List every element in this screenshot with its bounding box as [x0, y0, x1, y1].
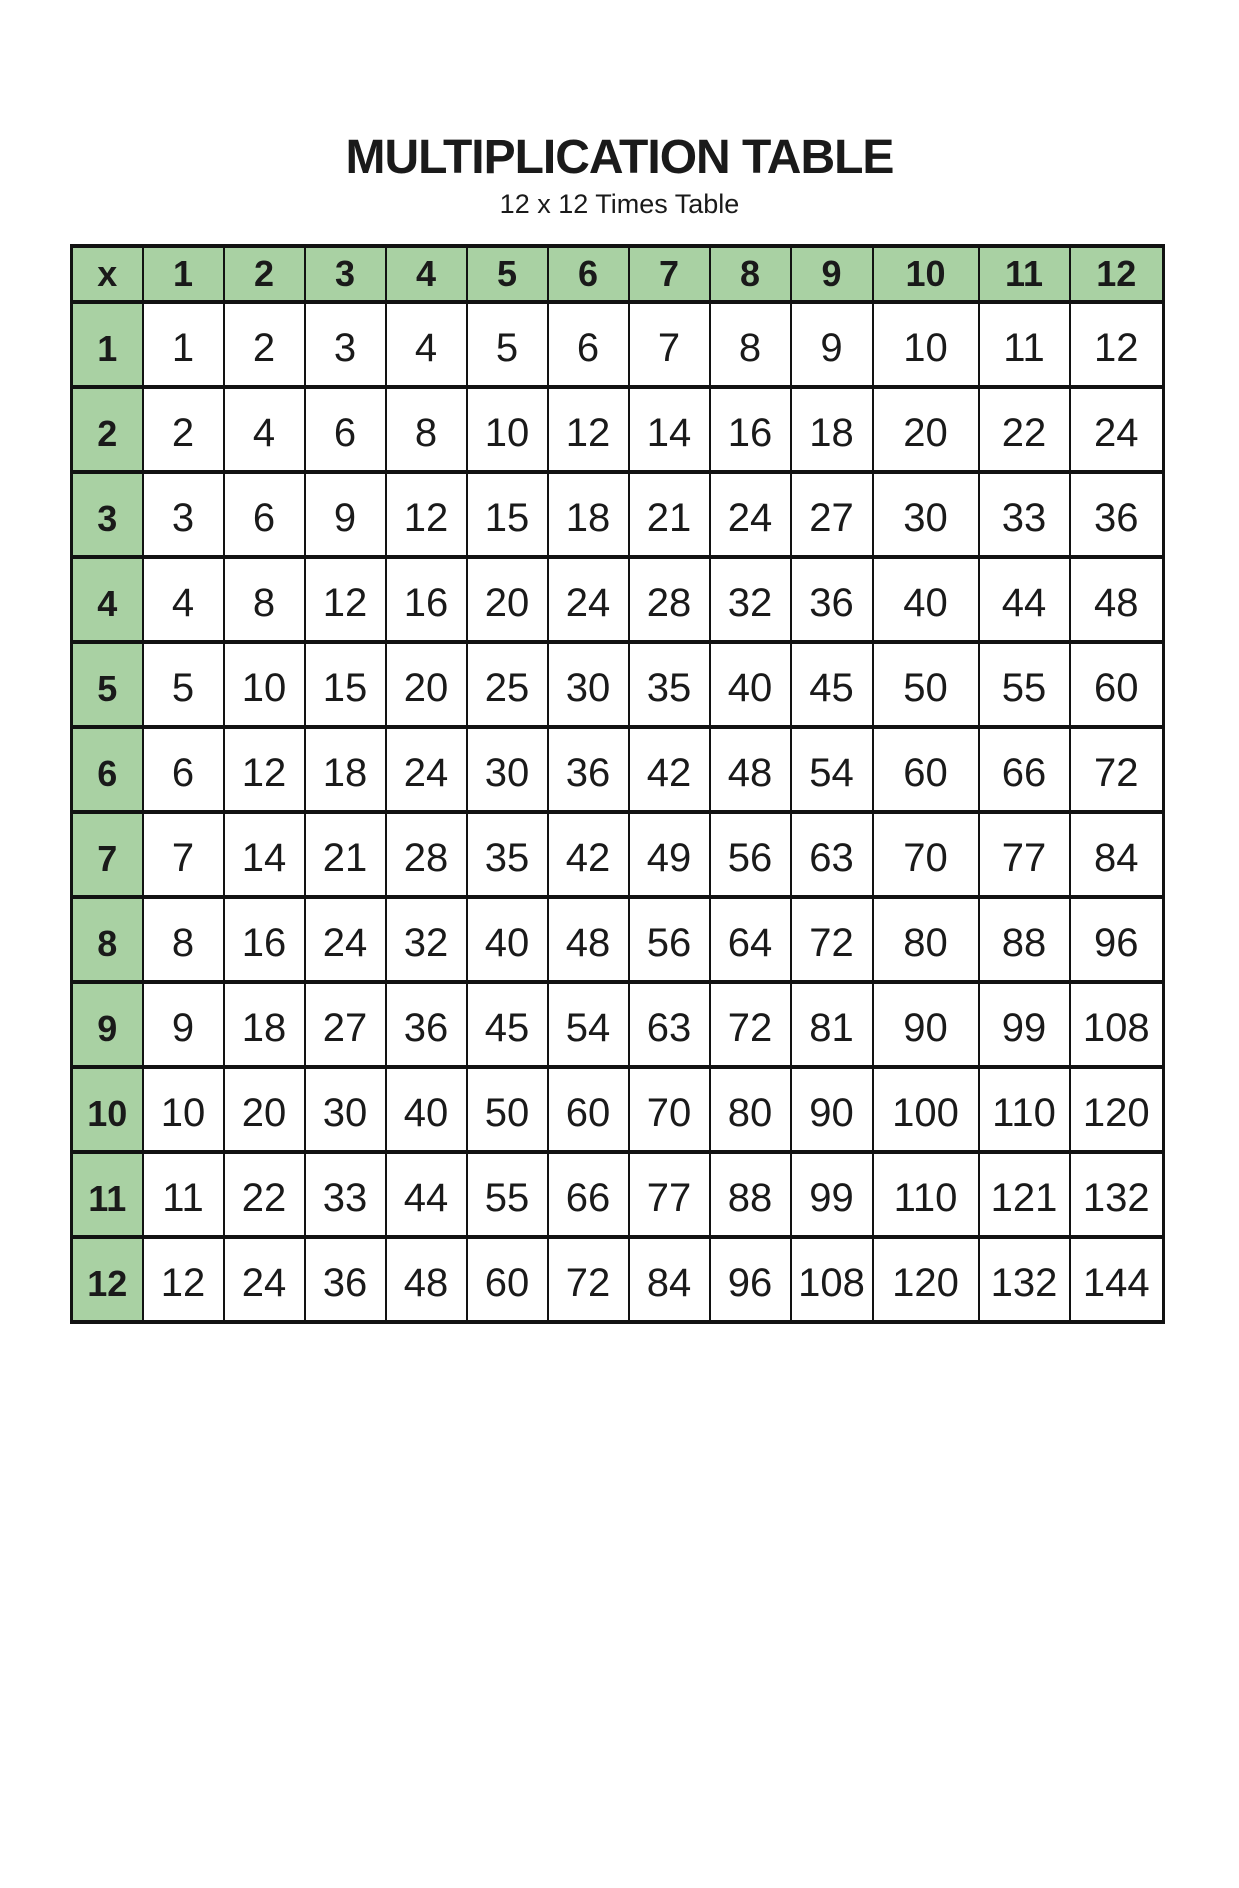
product-cell: 84: [1070, 812, 1164, 897]
product-cell: 21: [629, 472, 710, 557]
product-cell: 15: [467, 472, 548, 557]
product-cell: 55: [979, 642, 1070, 727]
row-header: 5: [72, 642, 143, 727]
product-cell: 28: [629, 557, 710, 642]
product-cell: 12: [224, 727, 305, 812]
product-cell: 22: [979, 387, 1070, 472]
column-header: 1: [143, 246, 224, 302]
product-cell: 33: [979, 472, 1070, 557]
product-cell: 50: [467, 1067, 548, 1152]
product-cell: 81: [791, 982, 873, 1067]
product-cell: 88: [979, 897, 1070, 982]
column-header: 2: [224, 246, 305, 302]
product-cell: 33: [305, 1152, 386, 1237]
product-cell: 2: [143, 387, 224, 472]
product-cell: 96: [710, 1237, 791, 1322]
product-cell: 6: [305, 387, 386, 472]
product-cell: 77: [629, 1152, 710, 1237]
product-cell: 45: [467, 982, 548, 1067]
product-cell: 77: [979, 812, 1070, 897]
product-cell: 99: [791, 1152, 873, 1237]
row-header: 8: [72, 897, 143, 982]
product-cell: 60: [467, 1237, 548, 1322]
product-cell: 8: [224, 557, 305, 642]
product-cell: 35: [629, 642, 710, 727]
product-cell: 6: [224, 472, 305, 557]
product-cell: 60: [548, 1067, 629, 1152]
product-cell: 10: [873, 302, 979, 387]
column-header: 11: [979, 246, 1070, 302]
row-header: 2: [72, 387, 143, 472]
product-cell: 80: [873, 897, 979, 982]
product-cell: 132: [979, 1237, 1070, 1322]
product-cell: 30: [873, 472, 979, 557]
product-cell: 9: [791, 302, 873, 387]
product-cell: 42: [548, 812, 629, 897]
product-cell: 10: [143, 1067, 224, 1152]
table-body: [72, 302, 1164, 1322]
product-cell: 8: [710, 302, 791, 387]
product-cell: 9: [305, 472, 386, 557]
product-cell: 7: [629, 302, 710, 387]
product-cell: 36: [791, 557, 873, 642]
product-cell: 32: [710, 557, 791, 642]
product-cell: 56: [629, 897, 710, 982]
product-cell: 14: [629, 387, 710, 472]
row-header: 10: [72, 1067, 143, 1152]
product-cell: 18: [548, 472, 629, 557]
product-cell: 60: [873, 727, 979, 812]
product-cell: 18: [791, 387, 873, 472]
product-cell: 60: [1070, 642, 1164, 727]
product-cell: 28: [386, 812, 467, 897]
product-cell: 18: [305, 727, 386, 812]
product-cell: 42: [629, 727, 710, 812]
product-cell: 12: [1070, 302, 1164, 387]
header-row: [72, 246, 1164, 302]
row-header: 9: [72, 982, 143, 1067]
row-header: 3: [72, 472, 143, 557]
product-cell: 48: [386, 1237, 467, 1322]
product-cell: 2: [224, 302, 305, 387]
column-header: 6: [548, 246, 629, 302]
corner-cell: x: [72, 246, 143, 302]
product-cell: 54: [791, 727, 873, 812]
product-cell: 20: [386, 642, 467, 727]
multiplication-table: [70, 244, 1165, 1324]
table-row: [72, 387, 1164, 472]
product-cell: 90: [873, 982, 979, 1067]
product-cell: 121: [979, 1152, 1070, 1237]
product-cell: 99: [979, 982, 1070, 1067]
product-cell: 48: [1070, 557, 1164, 642]
product-cell: 40: [386, 1067, 467, 1152]
product-cell: 1: [143, 302, 224, 387]
product-cell: 63: [629, 982, 710, 1067]
product-cell: 8: [386, 387, 467, 472]
product-cell: 20: [224, 1067, 305, 1152]
product-cell: 36: [386, 982, 467, 1067]
row-header: 12: [72, 1237, 143, 1322]
table-row: [72, 982, 1164, 1067]
product-cell: 70: [629, 1067, 710, 1152]
product-cell: 22: [224, 1152, 305, 1237]
table-row: [72, 897, 1164, 982]
column-header: 5: [467, 246, 548, 302]
product-cell: 12: [386, 472, 467, 557]
product-cell: 7: [143, 812, 224, 897]
product-cell: 44: [386, 1152, 467, 1237]
table-row: [72, 812, 1164, 897]
product-cell: 5: [467, 302, 548, 387]
product-cell: 110: [873, 1152, 979, 1237]
product-cell: 24: [305, 897, 386, 982]
product-cell: 63: [791, 812, 873, 897]
product-cell: 40: [873, 557, 979, 642]
product-cell: 24: [224, 1237, 305, 1322]
product-cell: 132: [1070, 1152, 1164, 1237]
product-cell: 72: [710, 982, 791, 1067]
product-cell: 30: [467, 727, 548, 812]
product-cell: 4: [224, 387, 305, 472]
column-header: 9: [791, 246, 873, 302]
product-cell: 10: [467, 387, 548, 472]
product-cell: 90: [791, 1067, 873, 1152]
column-header: 7: [629, 246, 710, 302]
column-header: 3: [305, 246, 386, 302]
product-cell: 10: [224, 642, 305, 727]
product-cell: 30: [305, 1067, 386, 1152]
product-cell: 80: [710, 1067, 791, 1152]
table-row: [72, 557, 1164, 642]
product-cell: 50: [873, 642, 979, 727]
page-title: MULTIPLICATION TABLE: [345, 131, 894, 184]
product-cell: 84: [629, 1237, 710, 1322]
row-header: 6: [72, 727, 143, 812]
product-cell: 100: [873, 1067, 979, 1152]
product-cell: 56: [710, 812, 791, 897]
product-cell: 20: [873, 387, 979, 472]
product-cell: 72: [548, 1237, 629, 1322]
product-cell: 8: [143, 897, 224, 982]
product-cell: 70: [873, 812, 979, 897]
product-cell: 27: [791, 472, 873, 557]
product-cell: 15: [305, 642, 386, 727]
product-cell: 120: [1070, 1067, 1164, 1152]
product-cell: 108: [791, 1237, 873, 1322]
product-cell: 27: [305, 982, 386, 1067]
product-cell: 48: [710, 727, 791, 812]
product-cell: 12: [143, 1237, 224, 1322]
product-cell: 24: [548, 557, 629, 642]
product-cell: 72: [791, 897, 873, 982]
product-cell: 36: [305, 1237, 386, 1322]
column-header: 4: [386, 246, 467, 302]
product-cell: 110: [979, 1067, 1070, 1152]
product-cell: 96: [1070, 897, 1164, 982]
product-cell: 24: [1070, 387, 1164, 472]
product-cell: 49: [629, 812, 710, 897]
product-cell: 5: [143, 642, 224, 727]
product-cell: 45: [791, 642, 873, 727]
product-cell: 32: [386, 897, 467, 982]
product-cell: 30: [548, 642, 629, 727]
page-subtitle: 12 x 12 Times Table: [499, 189, 740, 219]
column-header: 12: [1070, 246, 1164, 302]
product-cell: 40: [467, 897, 548, 982]
column-header: 8: [710, 246, 791, 302]
product-cell: 16: [386, 557, 467, 642]
row-header: 11: [72, 1152, 143, 1237]
product-cell: 16: [224, 897, 305, 982]
product-cell: 25: [467, 642, 548, 727]
row-header: 7: [72, 812, 143, 897]
product-cell: 14: [224, 812, 305, 897]
product-cell: 21: [305, 812, 386, 897]
product-cell: 18: [224, 982, 305, 1067]
product-cell: 108: [1070, 982, 1164, 1067]
table-row: [72, 302, 1164, 387]
product-cell: 3: [143, 472, 224, 557]
product-cell: 20: [467, 557, 548, 642]
product-cell: 55: [467, 1152, 548, 1237]
table-row: [72, 727, 1164, 812]
product-cell: 11: [143, 1152, 224, 1237]
product-cell: 6: [143, 727, 224, 812]
table-row: [72, 1152, 1164, 1237]
table-row: [72, 1237, 1164, 1322]
product-cell: 144: [1070, 1237, 1164, 1322]
product-cell: 64: [710, 897, 791, 982]
row-header: 4: [72, 557, 143, 642]
product-cell: 35: [467, 812, 548, 897]
product-cell: 3: [305, 302, 386, 387]
row-header: 1: [72, 302, 143, 387]
product-cell: 9: [143, 982, 224, 1067]
product-cell: 40: [710, 642, 791, 727]
product-cell: 44: [979, 557, 1070, 642]
table-row: [72, 472, 1164, 557]
document-page: [0, 131, 1239, 1888]
product-cell: 6: [548, 302, 629, 387]
product-cell: 88: [710, 1152, 791, 1237]
product-cell: 11: [979, 302, 1070, 387]
product-cell: 24: [710, 472, 791, 557]
product-cell: 72: [1070, 727, 1164, 812]
product-cell: 48: [548, 897, 629, 982]
table-row: [72, 1067, 1164, 1152]
product-cell: 16: [710, 387, 791, 472]
product-cell: 36: [548, 727, 629, 812]
product-cell: 66: [979, 727, 1070, 812]
product-cell: 4: [386, 302, 467, 387]
product-cell: 66: [548, 1152, 629, 1237]
product-cell: 12: [305, 557, 386, 642]
product-cell: 4: [143, 557, 224, 642]
column-header: 10: [873, 246, 979, 302]
product-cell: 54: [548, 982, 629, 1067]
product-cell: 120: [873, 1237, 979, 1322]
product-cell: 24: [386, 727, 467, 812]
product-cell: 36: [1070, 472, 1164, 557]
table-row: [72, 642, 1164, 727]
product-cell: 12: [548, 387, 629, 472]
